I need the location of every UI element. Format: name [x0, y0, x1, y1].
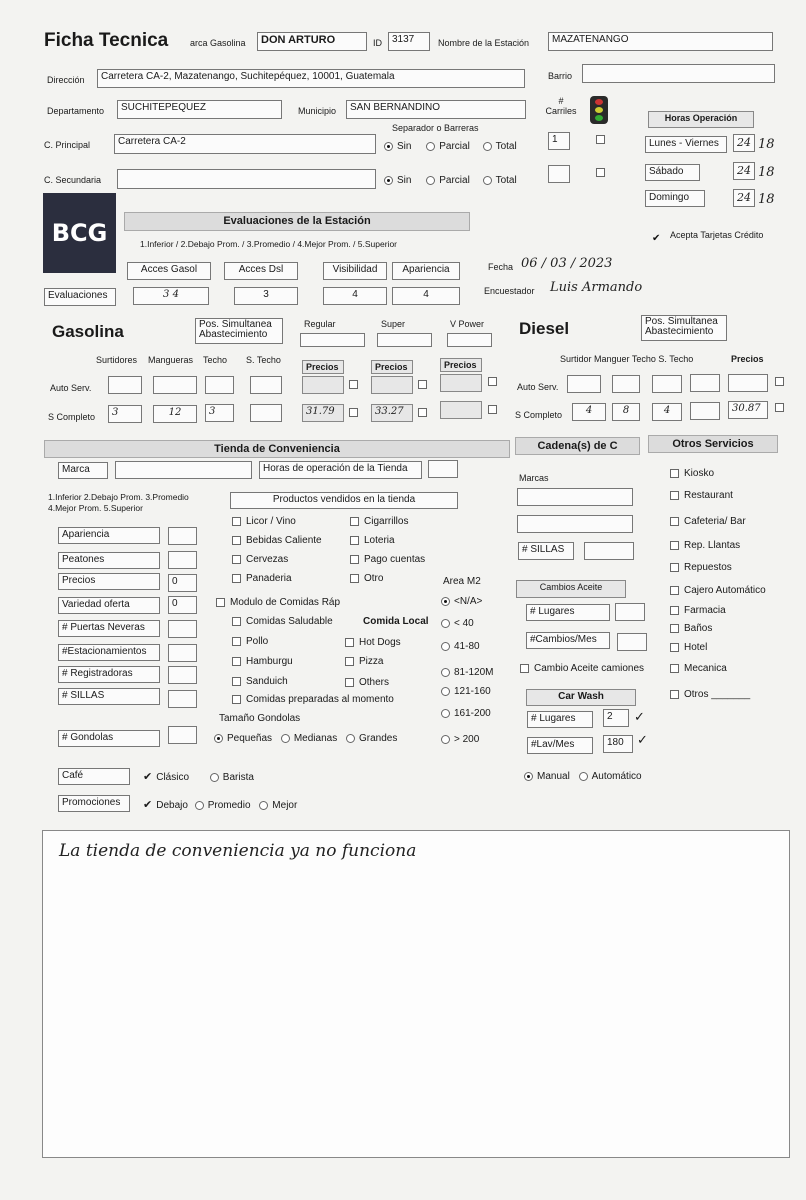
tienda-field-label-0: Apariencia [58, 527, 160, 544]
producto-b-3[interactable]: Otro [350, 573, 383, 584]
tamano-label: Tamaño Gondolas [219, 713, 301, 724]
visibilidad-value[interactable]: 4 [323, 287, 387, 305]
area-opt-4[interactable]: 121-160 [441, 686, 491, 697]
tienda-field-value-0[interactable] [168, 527, 197, 545]
marca-field[interactable]: DON ARTURO [257, 32, 367, 51]
tienda-field-label-7: # SILLAS [58, 688, 160, 705]
area-opt-0[interactable]: <N/A> [441, 596, 482, 607]
marcas-field-1[interactable] [517, 488, 633, 506]
producto-a-0[interactable]: Licor / Vino [232, 516, 296, 527]
regular-pos-field[interactable] [300, 333, 365, 347]
producto-b-0[interactable]: Cigarrillos [350, 516, 408, 527]
csecundaria-label: C. Secundaria [44, 175, 102, 185]
producto-a-1[interactable]: Bebidas Caliente [232, 535, 322, 546]
separador-secundaria-options [384, 175, 517, 186]
estacion-label: Nombre de la Estación [438, 38, 530, 48]
encuestador-label: Encuestador [484, 286, 535, 296]
estacion-field[interactable]: MAZATENANGO [548, 32, 773, 51]
fecha-label: Fecha [488, 262, 514, 272]
carwash-title: Car Wash [526, 689, 636, 706]
page-title: Ficha Tecnica [44, 30, 169, 51]
otros-item-6[interactable]: Farmacia [670, 605, 726, 616]
id-label: ID [373, 38, 382, 48]
cadena-sillas-field[interactable] [584, 542, 634, 560]
gas-auto-check-super[interactable] [418, 380, 427, 389]
csecundaria-field[interactable] [117, 169, 376, 189]
diesel-comp-precio[interactable]: 30.87 [728, 401, 768, 419]
radio-mejor[interactable] [259, 801, 268, 810]
traffic-light-icon [590, 96, 608, 124]
comida-a-0[interactable]: Comidas Saludable [232, 616, 333, 627]
promo-options: ✔ Debajo Promedio Mejor [143, 799, 298, 811]
radio-sin-2[interactable] [384, 176, 393, 185]
tamano-options: Pequeñas Medianas Grandes [214, 733, 397, 744]
radio-pequenas[interactable] [214, 734, 223, 743]
diesel-comp-stecho[interactable] [690, 402, 720, 420]
otros-item-3[interactable]: Rep. Llantas [670, 540, 740, 551]
tarjetas-check-icon[interactable]: ✔ [652, 233, 661, 244]
radio-parcial-2[interactable] [426, 176, 435, 185]
cafe-check-icon[interactable]: ✔ [143, 771, 153, 783]
diesel-comp-surtidor[interactable]: 4 [572, 403, 606, 421]
comida-a-2[interactable]: Hamburgu [232, 656, 293, 667]
opt-sin-label: Sin [397, 141, 412, 152]
otros-item-2[interactable]: Cafeteria/ Bar [670, 516, 746, 527]
id-field[interactable]: 3137 [388, 32, 430, 51]
radio-automatico[interactable] [579, 772, 588, 781]
cw-lav-check-icon: ✓ [637, 732, 648, 747]
precios-regular-header: Precios [302, 360, 344, 374]
horas-title: Horas Operación [648, 111, 754, 128]
tienda-marca-label: Marca [58, 462, 108, 479]
diesel-cols: Surtidor Manguer Techo S. Techo [560, 354, 694, 364]
carriles-field[interactable]: 1 [548, 132, 570, 150]
tarjetas-label: Acepta Tarjetas Crédito [670, 230, 764, 240]
gas-comp-precio-vpower[interactable] [440, 401, 482, 419]
otros-item-5[interactable]: Cajero Automático [670, 585, 766, 596]
barrio-field[interactable] [582, 64, 775, 83]
gas-comp-check-regular[interactable] [349, 408, 358, 417]
departamento-field[interactable]: SUCHITEPEQUEZ [117, 100, 282, 119]
radio-grandes[interactable] [346, 734, 355, 743]
tienda-field-value-2[interactable]: 0 [168, 574, 197, 592]
municipio-label: Municipio [298, 106, 337, 116]
carriles-field-2[interactable] [548, 165, 570, 183]
gas-auto-techo[interactable] [205, 376, 234, 394]
gasolina-title: Gasolina [52, 322, 124, 341]
carriles-label: # Carriles [545, 96, 577, 116]
otros-item-1[interactable]: Restaurant [670, 490, 733, 501]
cambio-camiones[interactable]: Cambio Aceite camiones [520, 663, 644, 674]
otros-item-10[interactable]: Otros _______ [670, 689, 750, 700]
tienda-field-label-5: #Estacionamientos [58, 644, 160, 661]
gas-comp-stecho[interactable] [250, 404, 282, 422]
vpower-pos-field[interactable] [447, 333, 492, 347]
vpower-label: V Power [450, 319, 485, 329]
radio-total[interactable] [483, 142, 492, 151]
comida-b-0[interactable]: Hot Dogs [345, 637, 401, 648]
cafe-label: Café [58, 768, 130, 785]
gas-auto-precio-regular[interactable] [302, 376, 344, 394]
evaluaciones-title: Evaluaciones de la Estación [124, 212, 470, 231]
radio-sin[interactable] [384, 142, 393, 151]
gas-comp-mangueras[interactable]: 12 [153, 405, 197, 423]
tienda-field-label-1: Peatones [58, 552, 160, 569]
cw-lugares-check-icon: ✓ [634, 709, 645, 724]
diesel-precios-header: Precios [731, 354, 764, 364]
producto-a-3[interactable]: Panaderia [232, 573, 292, 584]
comida-a-3[interactable]: Sanduich [232, 676, 288, 687]
col-mangueras: Mangueras [148, 355, 194, 365]
separador-principal-options [384, 141, 517, 152]
area-opt-1[interactable]: < 40 [441, 618, 474, 629]
horas-value-dom[interactable]: 24 [733, 189, 755, 207]
tienda-field-value-1[interactable] [168, 551, 197, 569]
gas-auto-mangueras[interactable] [153, 376, 197, 394]
radio-total-2[interactable] [483, 176, 492, 185]
otros-item-0[interactable]: Kiosko [670, 468, 714, 479]
precios-vpower-header: Precios [440, 358, 482, 372]
area-opt-6[interactable]: > 200 [441, 734, 479, 745]
super-label: Super [381, 319, 406, 329]
radio-barista[interactable] [210, 773, 219, 782]
tienda-field-label-8: # Gondolas [58, 730, 160, 747]
horas-label-lv: Lunes - Viernes [645, 136, 727, 153]
diesel-auto-check[interactable] [775, 377, 784, 386]
otros-item-8[interactable]: Hotel [670, 642, 707, 653]
horas-note-dom: 18 [758, 192, 775, 207]
tienda-field-label-2: Precios [58, 573, 160, 590]
tienda-field-value-7[interactable] [168, 690, 197, 708]
tienda-field-value-8[interactable] [168, 726, 197, 744]
diesel-comp-manguer[interactable]: 8 [612, 403, 640, 421]
bcg-logo: BCG [43, 193, 116, 273]
tienda-title: Tienda de Conveniencia [44, 440, 510, 458]
tienda-scale-b: 4.Mejor Prom. 5.Superior [48, 503, 143, 513]
carriles-checkbox-2[interactable] [596, 168, 605, 177]
radio-parcial[interactable] [426, 142, 435, 151]
otros-title: Otros Servicios [648, 435, 778, 453]
comida-b-1[interactable]: Pizza [345, 656, 383, 667]
notes-area[interactable] [42, 830, 790, 1158]
producto-a-2[interactable]: Cervezas [232, 554, 288, 565]
modulo-comidas[interactable]: Modulo de Comidas Ráp [216, 597, 340, 608]
diesel-auto-label: Auto Serv. [517, 382, 559, 392]
tienda-field-label-6: # Registradoras [58, 666, 160, 683]
super-pos-field[interactable] [377, 333, 432, 347]
gas-comp-precio-regular[interactable]: 31.79 [302, 404, 344, 422]
producto-b-2[interactable]: Pago cuentas [350, 554, 425, 565]
evaluaciones-scale: 1.Inferior / 2.Debajo Prom. / 3.Promedio / 4.Mejor Prom. / 5.Superior [140, 239, 397, 249]
tienda-field-label-3: Variedad oferta [58, 597, 160, 614]
barrio-label: Barrio [548, 71, 573, 81]
diesel-comp-label: S Completo [515, 410, 563, 420]
col-stecho: S. Techo [246, 355, 281, 365]
cambios-title: Cambios Aceite [516, 580, 626, 598]
tienda-field-value-5[interactable] [168, 644, 197, 662]
diesel-comp-check[interactable] [775, 403, 784, 412]
tienda-marca-field[interactable] [115, 461, 252, 479]
acces-gasol-label: Acces Gasol [127, 262, 211, 280]
cafe-options: ✔ Clásico Barista [143, 771, 254, 783]
gas-comp-check-vpower[interactable] [488, 405, 497, 414]
tienda-field-value-6[interactable] [168, 666, 197, 684]
acces-dsl-label: Acces Dsl [224, 262, 298, 280]
cambios-mes-label: #Cambios/Mes [526, 632, 610, 649]
notes-text: La tienda de conveniencia ya no funciona [59, 841, 417, 861]
area-opt-5[interactable]: 161-200 [441, 708, 491, 719]
tienda-horas-label: Horas de operación de la Tienda [259, 461, 422, 479]
radio-manual[interactable] [524, 772, 533, 781]
producto-b-1[interactable]: Loteria [350, 535, 395, 546]
tienda-field-label-4: # Puertas Neveras [58, 620, 160, 637]
cw-lav-label: #Lav/Mes [527, 737, 593, 754]
gas-auto-stecho[interactable] [250, 376, 282, 394]
departamento-label: Departamento [47, 106, 105, 116]
tienda-field-value-4[interactable] [168, 620, 197, 638]
diesel-auto-precio[interactable] [728, 374, 768, 392]
evaluaciones-label: Evaluaciones [44, 288, 116, 306]
cw-lav-field[interactable]: 180 [603, 735, 633, 753]
col-surtidores: Surtidores [96, 355, 138, 365]
comida-local-label: Comida Local [363, 616, 429, 627]
precios-super-header: Precios [371, 360, 413, 374]
diesel-auto-techo[interactable] [652, 375, 682, 393]
apariencia-label: Apariencia [392, 262, 460, 280]
opt-parcial-label: Parcial [439, 141, 470, 152]
gas-auto-surtidores[interactable] [108, 376, 142, 394]
otros-item-9[interactable]: Mecanica [670, 663, 727, 674]
gas-auto-precio-super[interactable] [371, 376, 413, 394]
direccion-field[interactable]: Carretera CA-2, Mazatenango, Suchitepéquez, 10001, Guatemala [97, 69, 525, 88]
otros-item-7[interactable]: Baños [670, 623, 712, 634]
acces-gasol-value[interactable]: 3 4 [133, 287, 209, 305]
marcas-field-2[interactable] [517, 515, 633, 533]
acces-dsl-value[interactable]: 3 [234, 287, 298, 305]
cadena-sillas-label: # SILLAS [518, 542, 574, 560]
gas-comp-surtidores[interactable]: 3 [108, 405, 142, 423]
gas-auto-check-vpower[interactable] [488, 377, 497, 386]
area-label: Area M2 [443, 576, 481, 587]
apariencia-value[interactable]: 4 [392, 287, 460, 305]
cambios-lugares-field[interactable] [615, 603, 645, 621]
municipio-field[interactable]: SAN BERNANDINO [346, 100, 526, 119]
opt-total-label: Total [495, 141, 517, 152]
carriles-checkbox[interactable] [596, 135, 605, 144]
comida-b-2[interactable]: Others [345, 677, 389, 688]
comida-a-1[interactable]: Pollo [232, 636, 268, 647]
horas-value-sab[interactable]: 24 [733, 162, 755, 180]
comidas-preparadas[interactable]: Comidas preparadas al momento [232, 694, 394, 705]
gas-comp-check-super[interactable] [418, 408, 427, 417]
horas-note-lv: 18 [758, 137, 775, 152]
opt-total-label-2: Total [495, 175, 517, 186]
radio-promedio[interactable] [195, 801, 204, 810]
cambios-lugares-label: # Lugares [526, 604, 610, 621]
opt-sin-label-2: Sin [397, 175, 412, 186]
horas-value-lv[interactable]: 24 [733, 134, 755, 152]
area-opt-3[interactable]: 81-120M [441, 667, 493, 678]
marcas-label: Marcas [519, 473, 549, 483]
col-techo: Techo [203, 355, 228, 365]
diesel-auto-manguer[interactable] [612, 375, 640, 393]
diesel-pos-label: Pos. Simultanea Abastecimiento [641, 315, 727, 341]
gas-comp-label: S Completo [48, 412, 96, 422]
gas-auto-label: Auto Serv. [50, 383, 92, 393]
radio-medianas[interactable] [281, 734, 290, 743]
diesel-title: Diesel [519, 319, 570, 338]
horas-note-sab: 18 [758, 165, 775, 180]
horas-label-dom: Domingo [645, 190, 705, 207]
horas-label-sab: Sábado [645, 164, 700, 181]
carwash-options: Manual Automático [524, 771, 642, 782]
separador-label: Separador o Barreras [392, 123, 479, 133]
cw-lugares-label: # Lugares [527, 711, 593, 728]
cadena-title: Cadena(s) de C [515, 437, 640, 455]
encuestador-value[interactable]: Luis Armando [550, 280, 643, 295]
fecha-value[interactable]: 06 / 03 / 2023 [521, 256, 613, 271]
tienda-horas-field[interactable] [428, 460, 458, 478]
productos-title: Productos vendidos en la tienda [230, 492, 458, 509]
direccion-label: Dirección [47, 75, 85, 85]
opt-parcial-label-2: Parcial [439, 175, 470, 186]
visibilidad-label: Visibilidad [323, 262, 387, 280]
promo-check-icon[interactable]: ✔ [143, 799, 153, 811]
cprincipal-label: C. Principal [44, 140, 91, 150]
diesel-auto-surtidor[interactable] [567, 375, 601, 393]
regular-label: Regular [304, 319, 336, 329]
tienda-scale-a: 1.Inferior 2.Debajo Prom. 3.Promedio [48, 492, 189, 502]
cw-lugares-field[interactable]: 2 [603, 709, 629, 727]
gas-comp-techo[interactable]: 3 [205, 404, 234, 422]
diesel-comp-techo[interactable]: 4 [652, 403, 682, 421]
diesel-auto-stecho[interactable] [690, 374, 720, 392]
cprincipal-field[interactable]: Carretera CA-2 [114, 134, 376, 154]
marca-label: arca Gasolina [190, 38, 246, 48]
gasolina-pos-label: Pos. Simultanea Abastecimiento [195, 318, 283, 344]
otros-item-4[interactable]: Repuestos [670, 562, 732, 573]
gas-auto-precio-vpower[interactable] [440, 374, 482, 392]
tienda-field-value-3[interactable]: 0 [168, 596, 197, 614]
promociones-label: Promociones [58, 795, 130, 812]
gas-comp-precio-super[interactable]: 33.27 [371, 404, 413, 422]
area-opt-2[interactable]: 41-80 [441, 641, 480, 652]
cambios-mes-field[interactable] [617, 633, 647, 651]
gas-auto-check-regular[interactable] [349, 380, 358, 389]
